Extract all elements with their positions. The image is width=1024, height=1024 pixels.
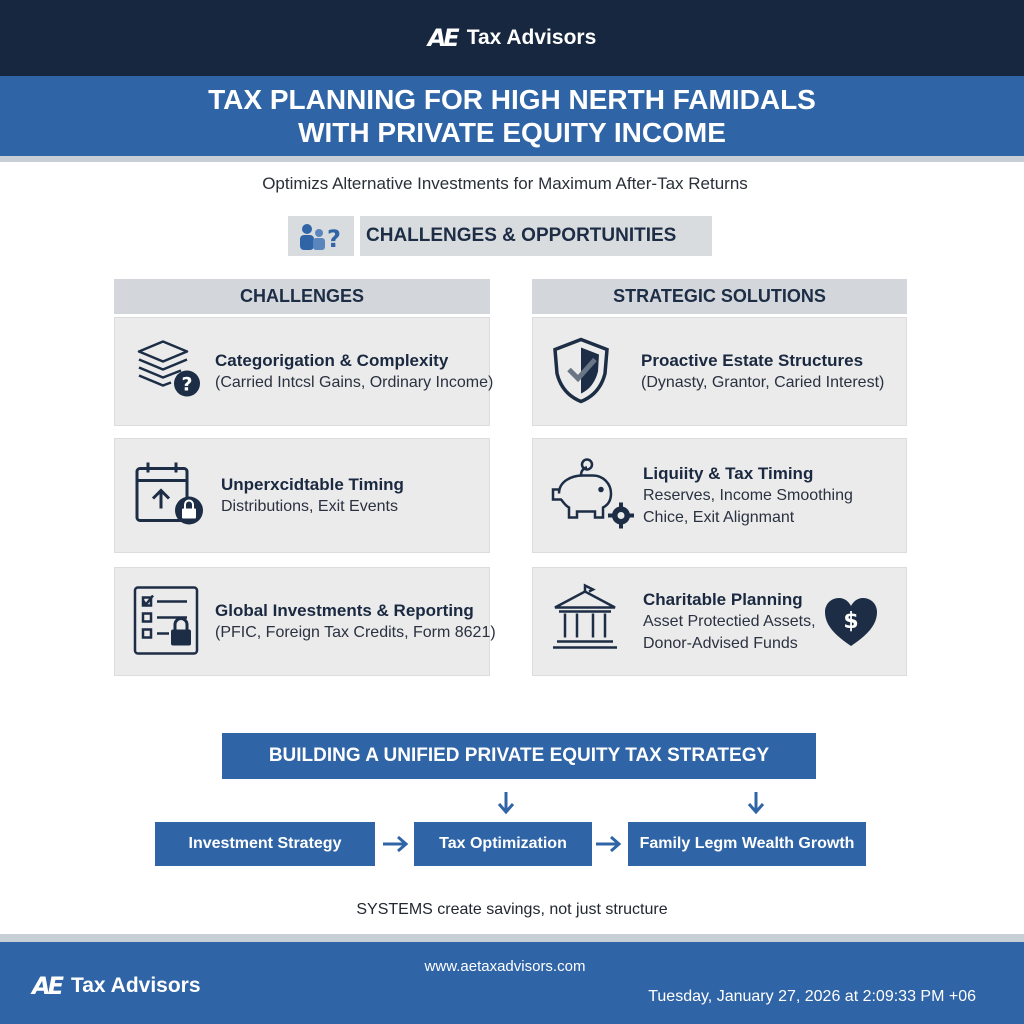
arrow-right-icon — [381, 834, 411, 859]
flow-step-investment[interactable]: Investment Strategy — [155, 822, 375, 866]
footer-divider — [0, 934, 1024, 942]
arrow-down-icon — [497, 790, 515, 821]
footer-brand[interactable] — [32, 972, 201, 1000]
layers-question-icon — [131, 337, 203, 406]
piggy-bank-gears-icon — [549, 457, 635, 534]
card-title: Proactive Estate Structures — [641, 350, 864, 370]
svg-text:?: ? — [327, 225, 341, 252]
subtitle: Optimizs Alternative Investments for Maximum After-Tax Returns — [262, 174, 748, 193]
brand-logo: AE — [427, 24, 457, 52]
card-desc: Chice, Exit Alignmant — [643, 508, 795, 526]
family-question-icon — [288, 216, 354, 256]
card-desc: Reserves, Income Smoothing — [643, 486, 853, 504]
section-header — [288, 216, 712, 256]
card-desc: (Carried Intcsl Gains, Ordinary Income) — [215, 373, 494, 391]
card-desc: (PFIC, Foreign Tax Credits, Form 8621) — [215, 623, 496, 641]
brand[interactable] — [428, 24, 597, 52]
title-band — [0, 76, 1024, 162]
arrow-right-icon — [594, 834, 624, 859]
card-title: Liquiity & Tax Timing — [643, 463, 814, 483]
bank-building-icon — [549, 583, 621, 660]
card-title: Global Investments & Reporting — [215, 600, 474, 620]
card-title: Charitable Planning — [643, 589, 803, 609]
challenge-card-2[interactable] — [114, 438, 490, 553]
footer — [0, 942, 1024, 1024]
solution-card-1[interactable] — [532, 317, 907, 426]
challenges-header: CHALLENGES — [114, 279, 490, 314]
footer-brand-name: Tax Advisors — [70, 974, 201, 997]
title-line-2: WITH PRIVATE EQUITY INCOME — [298, 117, 726, 148]
solution-card-3[interactable] — [532, 567, 907, 676]
card-title: Categorigation & Complexity — [215, 350, 449, 370]
shield-check-icon — [549, 335, 613, 408]
footer-logo: AE — [32, 972, 61, 1000]
card-title: Unperxcidtable Timing — [221, 474, 404, 494]
card-desc: Donor-Advised Funds — [643, 634, 798, 652]
footer-url[interactable]: www.aetaxadvisors.com — [424, 958, 586, 975]
footer-datetime: Tuesday, January 27, 2026 at 2:09:33 PM +06 — [648, 988, 976, 1005]
card-desc: Distributions, Exit Events — [221, 497, 398, 515]
card-desc: (Dynasty, Grantor, Caried Interest) — [641, 373, 885, 391]
card-desc: Asset Protectied Assets, — [643, 612, 816, 630]
flow-step-family[interactable]: Family Legm Wealth Growth — [628, 822, 866, 866]
svg-text:?: ? — [181, 373, 193, 395]
solution-card-2[interactable] — [532, 438, 907, 553]
svg-text:$: $ — [843, 609, 859, 634]
unified-strategy-banner: BUILDING A UNIFIED PRIVATE EQUITY TAX STRATEGY — [222, 733, 816, 779]
section-label: CHALLENGES & OPPORTUNITIES — [360, 216, 712, 256]
challenge-card-3[interactable] — [114, 567, 496, 676]
calendar-lock-icon — [131, 458, 211, 533]
top-bar — [0, 0, 1024, 76]
flow-step-tax[interactable]: Tax Optimization — [414, 822, 592, 866]
challenge-card-1[interactable] — [114, 317, 494, 426]
checklist-lock-icon — [131, 583, 203, 660]
solutions-header: STRATEGIC SOLUTIONS — [532, 279, 907, 314]
title-line-1: TAX PLANNING FOR HIGH NERTH FAMIDALS — [208, 84, 816, 115]
arrow-down-icon — [747, 790, 765, 821]
tagline: SYSTEMS create savings, not just structure — [356, 901, 668, 918]
heart-dollar-icon — [823, 596, 879, 653]
brand-name: Tax Advisors — [466, 26, 597, 49]
